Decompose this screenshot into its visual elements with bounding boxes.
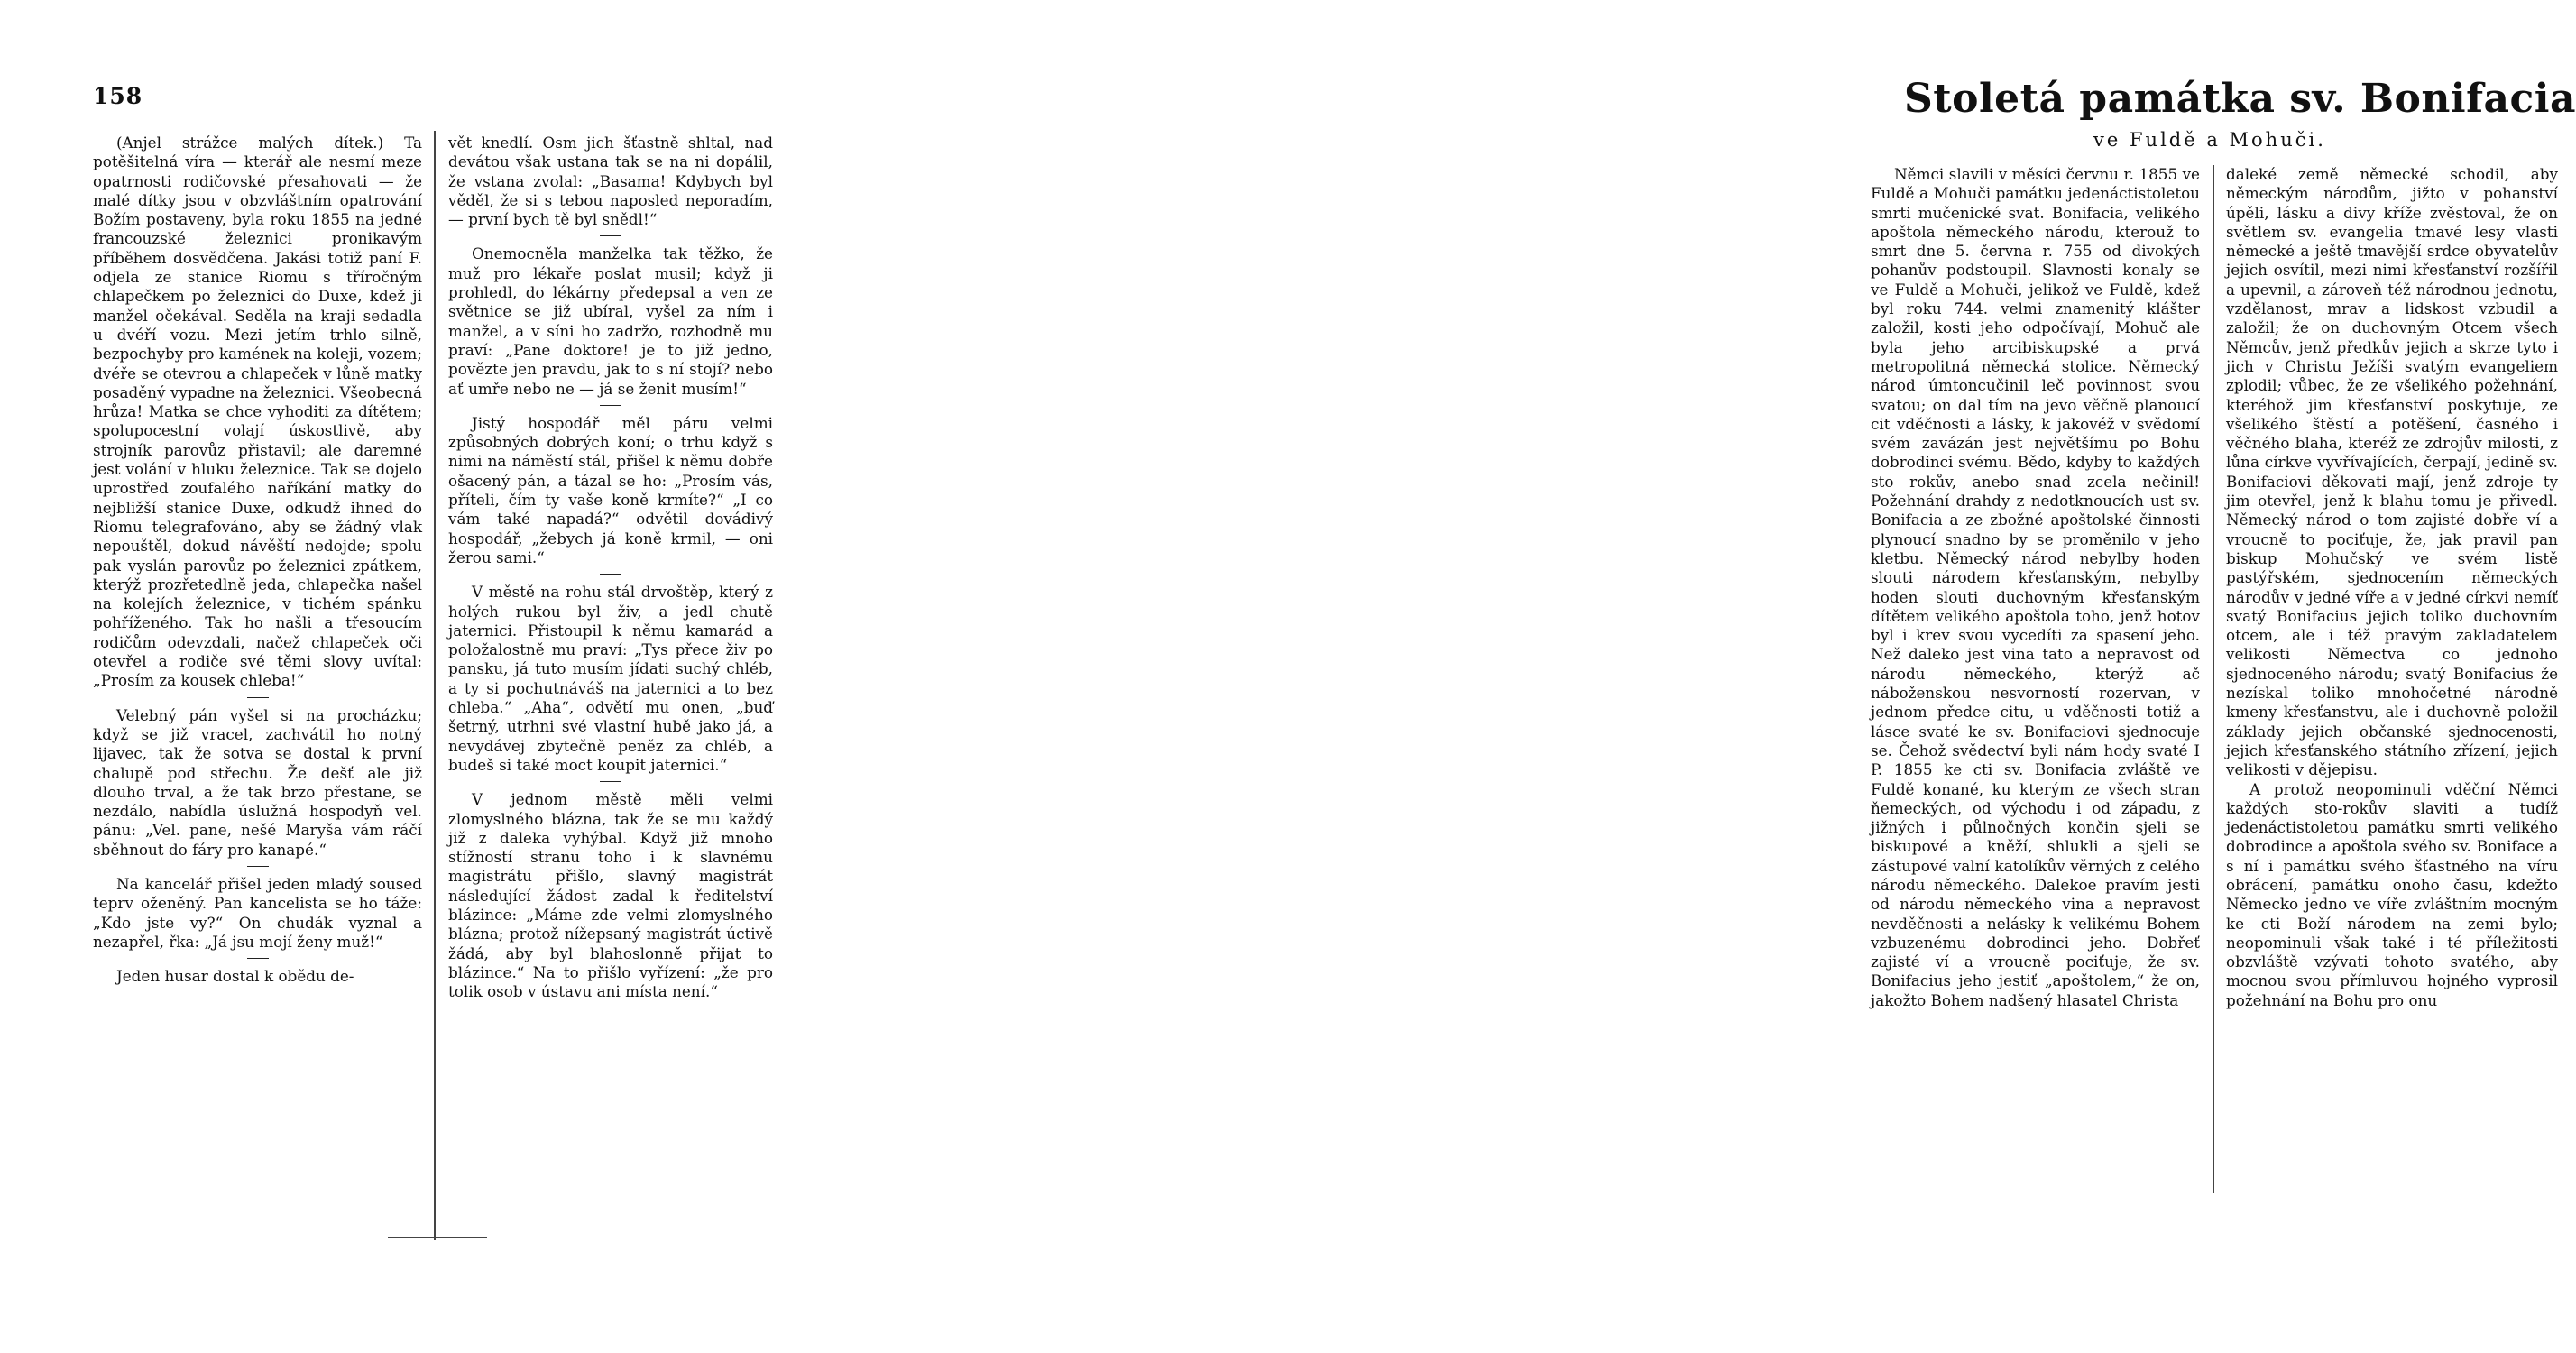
- paragraph: vět knedlí. Osm jich šťastně shltal, nad devátou však ustana tak se na ni dopálil, že vstana zvolal: „Basama! Kdybych byl věděl, že si s tebou naposled neporadím, — první bych tě byl snědl!“: [448, 133, 773, 229]
- article-title: Stoletá památka sv. Bonifacia: [1904, 76, 2576, 122]
- right-page: [885, 0, 2576, 1353]
- column-divider: [434, 131, 436, 1240]
- right-page-column-1: [1871, 165, 2200, 1010]
- separator: [600, 781, 621, 782]
- article-subtitle: ve Fuldě a Mohuči.: [2093, 129, 2326, 151]
- left-page-column-1: [93, 133, 422, 986]
- paragraph: Němci slavili v měsíci červnu r. 1855 ve Fuldě a Mohuči památku jedenáctistoletou smrti mučenické svat. Bonifacia, velikého apoštola německého národu, kterouž to smrt dne 5. června r. 755 od divokých pohanův podstoupil. Slavnosti konaly se ve Fuldě a Mohuči, jelikož ve Fuldě, kdež byl roku 744. velmi znamenitý klášter založil, kosti jeho odpočívají, Mohuč ale byla jeho arcibiskupské a prvá metropolitná německá stolice. Německý národ úmtoncučinil leč povinnost svou svatou; on dal tím na jevo věčně planoucí cit vděčnosti a lásky, k jakovéž v svědomí svém zavázán jest největšímu po Bohu dobrodinci svému. Bědo, kdyby to každých sto rokův, anebo snad zcela nečinil! Požehnání drahdy z nedotknoucích ust sv. Bonifacia a ze zbožné apoštolské činnosti plynoucí snadno by se proměnilo v jeho kletbu. Německý národ nebylby hoden slouti národem křesťanským, nebylby hoden slouti duchovným křesťanským dítětem velikého apoštola toho, jenž hotov byl i krev svou vycedíti za spasení jeho. Než daleko jest vina tato a nepravost od národu německého, kterýž ač náboženskou nesvorností rozervan, v jednom předce citu, u vděčnosti totiž a lásce svaté ke sv. Bonifaciovi sjednocuje se. Čehož svědectví byli nám hody svaté I P. 1855 ke cti sv. Bonifacia zvláště ve Fuldě konané, ku kterým ze všech stran ňemeckých, od východu i od západu, z jižných i půlnočných končin sjeli se biskupové a kněží, shlukli a sjeli se zástupové valní katolíkův věrných z celého národu německého. Dalekoe pravím jesti od národu německého vina a nepravost nevděčnosti a nelásky k velikému Bohem vzbuzenému dobrodinci jeho. Dobřeť zajisté ví a vroucně pociťuje, že sv. Bonifacius jeho jestiť „apoštolem,“ že on, jakožto Bohem nadšený hlasatel Christa: [1871, 165, 2200, 1009]
- column-divider: [2213, 165, 2214, 1193]
- page-number: 158: [93, 83, 143, 109]
- paragraph: Jistý hospodář měl páru velmi způsobných dobrých koní; o trhu když s nimi na náměstí stál, přišel k němu dobře ošacený pán, a tázal se ho: „Prosím vás, příteli, čím ty vaše koně krmíte?“ „I co vám také napadá?“ odvětil dovádivý hospodář, „žebych já koně krmil, — oni žerou sami.“: [448, 413, 773, 566]
- paragraph: Jeden husar dostal k obědu de-: [116, 967, 354, 986]
- separator: [600, 235, 621, 236]
- paragraph: V městě na rohu stál drvoštěp, který z holých rukou byl živ, a jedl chutě jaternici. Přistoupil k němu kamarád a položalostně mu praví: „Tys přece živ po pansku, já tuto musím jídati suchý chléb, a ty si pochutnáváš na jaternici a to bez chleba.“ „Aha“, odvětí mu onen, „buď šetrný, utrhni své vlastní hubě jako já, a nevydávej zbytečně peněz za chléb, a budeš si také moct koupit jaternici.“: [448, 583, 773, 774]
- paragraph: Velebný pán vyšel si na procházku; když se již vracel, zachvátil ho notný lijavec, tak že sotva se dostal k první chalupě pod střechu. Že dešť ale již dlouho trval, a že tak brzo přestane, se nezdálo, nabídla úslužná hospodyň vel. pánu: „Vel. pane, nešé Maryša vám ráčí sběhnout do fáry pro kanapé.“: [93, 705, 422, 859]
- paragraph: (Anjel strážce malých dítek.) Ta potěšitelná víra — kterář ale nesmí meze opatrnosti rodičovské přesahovati — že malé dítky jsou v obzvláštním opatrování Božím postaveny, byla roku 1855 na jedné francouzské železnici pronikavým příběhem dosvědčena. Jakási totiž paní F. odjela ze stanice Riomu s tříročným chlapečkem po železnici do Duxe, kdež ji manžel očekával. Seděla na kraji sedadla u dvéří vozu. Mezi jetím trhlo silně, bezpochyby pro kamének na koleji, vozem; dvéře se otevrou a chlapeček v lůně matky posaděný vypadne na železnici. Všeobecná hrůza! Matka se chce vyhoditi za dítětem; spolupocestní volají úskostlivě, aby strojník parovůz přistavil; ale daremné jest volání v hluku železnice. Tak se dojelo uprostřed zoufalého naříkání matky do nejbližší stanice Duxe, odkudž ihned do Riomu telegrafováno, aby se žádný vlak nepouštěl, dokud návěští nedojde; spolu pak vyslán parovůz po železnici zpátkem, kterýž prozřetedlně jeda, chlapečka našel na kolejích železnice, v tichém spánku pohříženého. Tak ho našli a třesoucím rodičům odevzdali, načež chlapeček oči otevřel a rodiče své těmi slovy uvítal: „Prosím za kousek chleba!“: [93, 133, 422, 690]
- separator: [247, 866, 269, 867]
- paragraph: Na kancelář přišel jeden mladý soused teprv oženěný. Pan kancelista se ho táže: „Kdo jste vy?“ On chudák vyznal a nezapřel, řka: „Já jsu mojí ženy muž!“: [93, 874, 422, 951]
- right-page-column-2: [2226, 165, 2558, 1010]
- separator: [247, 958, 269, 959]
- separator: [600, 574, 621, 575]
- left-page: [0, 0, 885, 1353]
- left-page-column-2: [448, 133, 773, 1001]
- paragraph: A protož neopominuli vděční Němci každých sto-rokův slaviti a tudíž jedenáctistoletou památku smrti velikého dobrodince a apoštola svého sv. Boniface a s ní i památku svého šťastného na víru obrácení, památku onoho času, kdežto Německo jedno ve víře zvláštním mocným ke cti Boží národem na zemi bylo; neopominuli však také i té příležitosti obzvláště vzývati tohoto svatého, aby mocnou svou přímluvou hojného vyprosil požehnání na Bohu pro onu: [2226, 779, 2558, 1009]
- paragraph: daleké země německé schodil, aby německým národům, jižto v pohanství úpěli, lásku a divy kříže zvěstoval, že on světlem sv. evangelia tmavé lesy vlasti německé a ještě tmavější srdce obyvatelův jejich osvítil, mezi nimi křesťanství rozšířil a upevnil, a zároveň též národnou jednotu, vzdělanost, mrav a lidskost vzbudil a založil; že on duchovným Otcem všech Němcův, jenž předkův jejich a skrze tyto i jich v Christu Ježíši svatým evangeliem zplodil; vůbec, že ze všelikého požehnání, kteréhož jim křesťanství poskytuje, ze všelikého štěstí a potěšení, časného i věčného blaha, kteréž ze zdrojův milosti, z lůna církve vyvřívajících, čerpají, jedině sv. Bonifaciovi děkovati mají, jenž zdroje ty jim otevřel, jenž k blahu tomu je přivedl. Německý národ o tom zajisté dobře ví a vroucně to pociťuje, že, jak pravil pan biskup Mohučský ve svém listě pastýřském, sjednocením německých národův v jedné víře a v jedné církvi nemíť svatý Bonifacius jejich toliko duchovním otcem, ale i též pravým zakladatelem velikosti Němectva co jednoho sjednoceného národu; svatý Bonifacius že nezískal toliko mnohočetné národně kmeny křesťanstvu, ale i duchovně položil základy jejich občanské sjednocenosti, jejich křesťanského státního zřízení, jejich velikosti v dějepisu.: [2226, 165, 2558, 779]
- end-rule: [388, 1237, 487, 1238]
- separator: [247, 697, 269, 698]
- paragraph: V jednom městě měli velmi zlomyslného blázna, tak že se mu každý již z daleka vyhýbal. Když již mnoho stížností stranu toho i k slavnému magistrátu přišlo, slavný magistrát následující žádost zadal k ředitelství blázince: „Máme zde velmi zlomyslného blázna; protož nížepsaný magistrát úctivě žádá, aby byl blahoslonně přijat to blázince.“ Na to přišlo vyřízení: „že pro tolik osob v ústavu ani místa není.“: [448, 790, 773, 1001]
- separator: [600, 405, 621, 406]
- paragraph: Onemocněla manželka tak těžko, že muž pro lékaře poslat musil; když ji prohledl, do lékárny předepsal a ven ze světnice se již ubíral, vyšel za ním i manžel, a v síni ho zadržo, rozhodně mu praví: „Pane doktore! je to již jedno, povězte jen pravdu, jak to s ní stojí? nebo ať umře nebo ne — já se ženit musím!“: [448, 244, 773, 398]
